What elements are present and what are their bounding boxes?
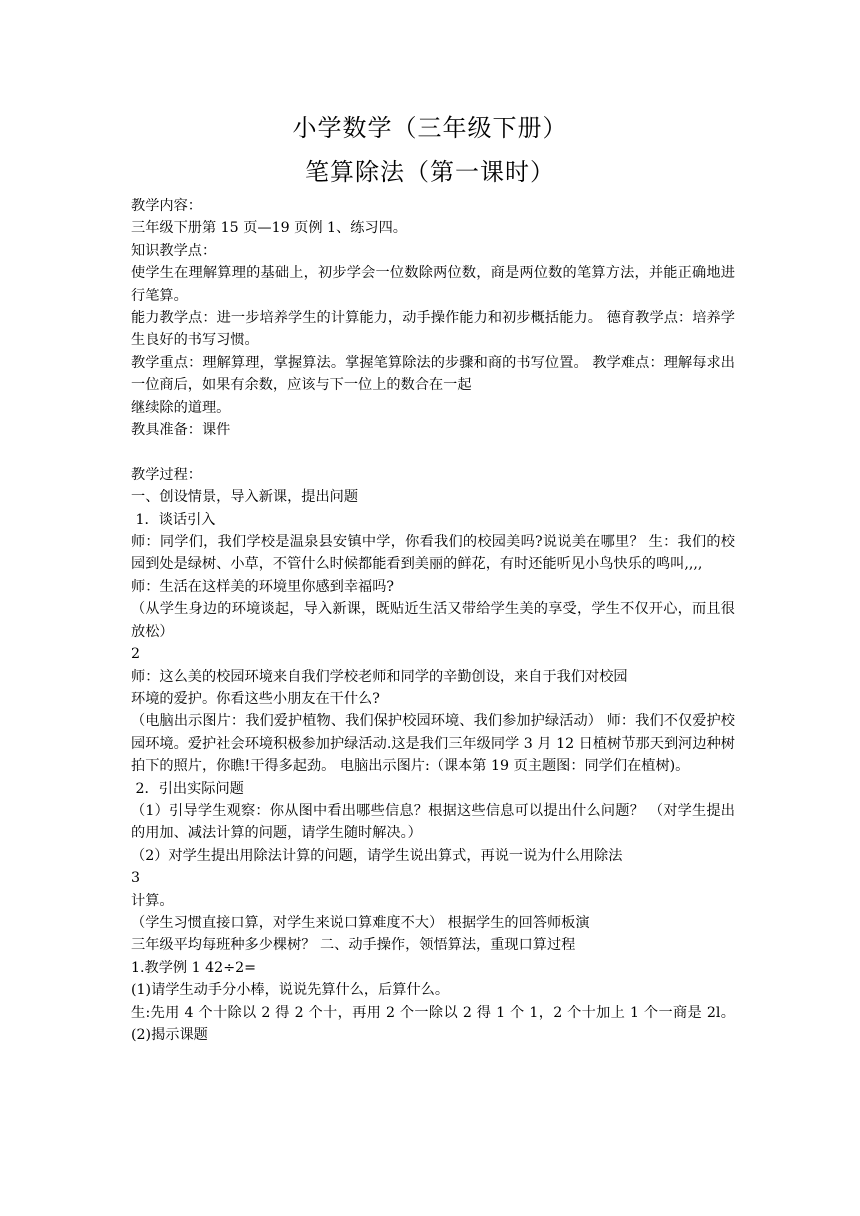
paragraph: （电脑出示图片：我们爱护植物、我们保护校园环境、我们参加护绿活动） 师：我们不仅爱护校园环境。爱护社会环境积极参加护绿活动.这是我们三年级同学 3 月 12 日植树节那天到河边种树拍下的照片，你瞧!干得多起劲。 电脑出示图片:（课本第 19 页主题图：同学们在植树)。: [131, 713, 735, 775]
document-subtitle: 笔算除法（第一课时）: [305, 158, 555, 186]
paragraph: （2）对学生提出用除法计算的问题，请学生说出算式，再说一说为什么用除法: [131, 847, 623, 864]
paragraph: 三年级平均每班种多少棵树？ 二、动手操作，领悟算法，重现口算过程: [131, 937, 576, 954]
paragraph: 师：生活在这样美的环境里你感到幸福吗?: [131, 578, 394, 595]
paragraph: 环境的爱护。你看这些小朋友在干什么?: [131, 690, 380, 707]
paragraph: 教学重点：理解算理，掌握算法。掌握笔算除法的步骤和商的书写位置。 教学难点：理解每求出一位商后，如果有余数，应该与下一位上的数合在一起: [131, 354, 735, 394]
paragraph: （学生习惯直接口算，对学生来说口算难度不大） 根据学生的回答师板演: [131, 914, 590, 931]
paragraph: （从学生身边的环境谈起，导入新课，既贴近生活又带给学生美的享受，学生不仅开心，而且很放松）: [131, 601, 735, 640]
page-number: 2: [131, 646, 141, 663]
paragraph: 生:先用 4 个十除以 2 得 2 个十，再用 2 个一除以 2 得 1 个 1，2 个十加上 1 个一商是 2l。(2)揭示课题: [131, 1004, 735, 1044]
paragraph: 能力教学点：进一步培养学生的计算能力，动手操作能力和初步概括能力。 德育教学点：培养学生良好的书写习惯。: [131, 310, 735, 349]
paragraph: 1.教学例 1 42÷2=: [131, 959, 256, 976]
document-title: 小学数学（三年级下册）: [292, 114, 568, 142]
paragraph: 教学过程：: [131, 466, 202, 483]
paragraph: （1）引导学生观察：你从图中看出哪些信息？根据这些信息可以提出什么问题？ （对学生提出的用加、减法计算的问题，请学生随时解决。）: [131, 802, 735, 842]
blank-line: [131, 441, 735, 463]
paragraph: (1)请学生动手分小棒，说说先算什么，后算什么。: [131, 982, 450, 999]
document-body: [131, 195, 735, 1046]
paragraph: 知识教学点：: [131, 242, 217, 259]
paragraph: 三年级下册第 15 页—19 页例 1、练习四。: [131, 220, 407, 237]
paragraph: 2．引出实际问题: [131, 780, 244, 797]
page-number: 3: [131, 870, 141, 887]
paragraph: 教具准备：课件: [131, 422, 231, 439]
paragraph: 继续除的道理。: [131, 399, 231, 416]
paragraph: 使学生在理解算理的基础上，初步学会一位数除两位数，商是两位数的笔算方法，并能正确地进行笔算。: [131, 265, 735, 304]
paragraph: 教学内容：: [131, 198, 202, 214]
paragraph: 计算。: [131, 892, 174, 909]
section-heading: 一、创设情景，导入新课，提出问题: [131, 489, 359, 506]
paragraph: 师：同学们，我们学校是温泉县安镇中学，你看我们的校园美吗?说说美在哪里？ 生：我们的校园到处是绿树、小草，不管什么时候都能看到美丽的鲜花，有时还能听见小鸟快乐的鸣叫,,,,: [131, 534, 735, 573]
paragraph: 1．谈话引入: [131, 511, 216, 528]
paragraph: 师：这么美的校园环境来自我们学校老师和同学的辛勤创设，来自于我们对校园: [131, 668, 628, 685]
